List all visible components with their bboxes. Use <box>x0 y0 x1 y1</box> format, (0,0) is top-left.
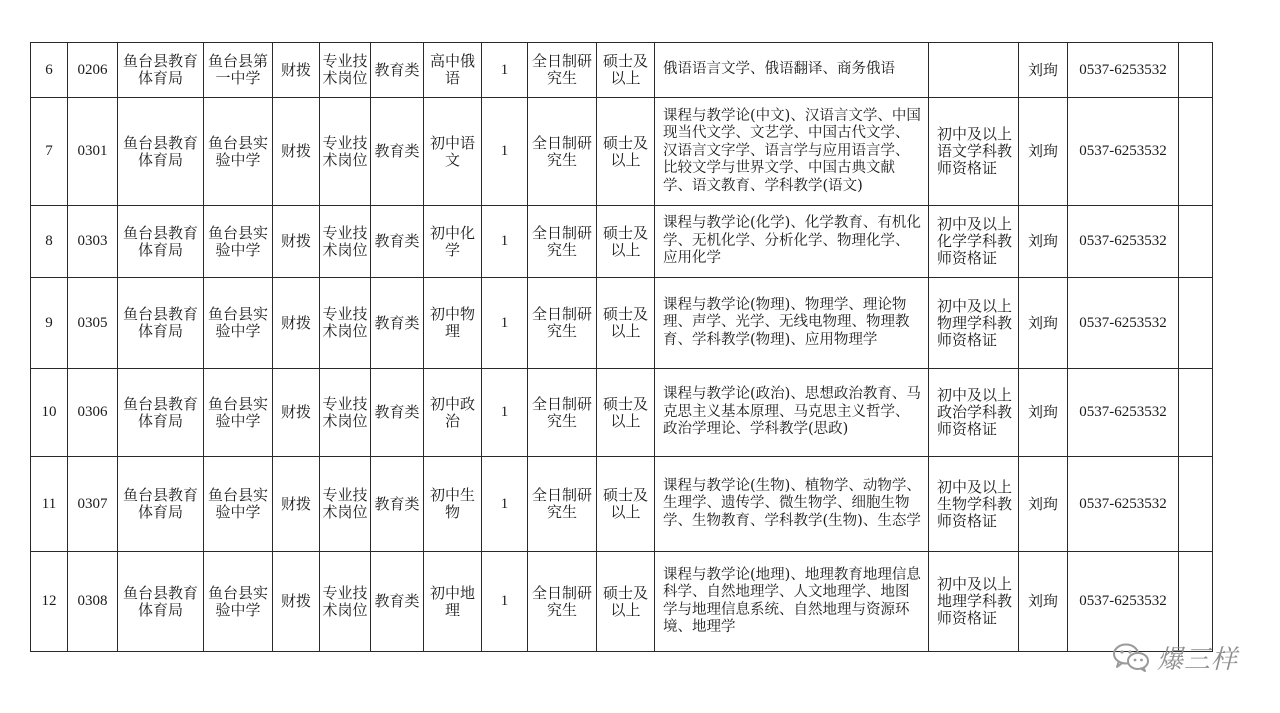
cell-post-category: 专业技术岗位 <box>320 278 371 369</box>
cell-index: 7 <box>31 98 68 206</box>
cell-unit: 鱼台县实验中学 <box>204 278 273 369</box>
cell-contact: 刘珣 <box>1019 457 1068 552</box>
cell-department: 鱼台县教育体育局 <box>118 43 204 98</box>
cell-phone: 0537-6253532 <box>1068 457 1179 552</box>
watermark <box>1111 640 1238 674</box>
cell-note <box>1179 457 1213 552</box>
cell-department: 鱼台县教育体育局 <box>118 369 204 457</box>
cell-note <box>1179 98 1213 206</box>
cell-code: 0305 <box>68 278 118 369</box>
cell-study-mode: 全日制研究生 <box>528 369 597 457</box>
cell-phone: 0537-6253532 <box>1068 98 1179 206</box>
cell-other-requirements: 初中及以上物理学科教师资格证 <box>929 278 1019 369</box>
cell-unit: 鱼台县实验中学 <box>204 552 273 652</box>
cell-funding: 财拨 <box>273 43 320 98</box>
cell-post-type: 教育类 <box>371 206 424 278</box>
cell-study-mode: 全日制研究生 <box>528 552 597 652</box>
cell-note <box>1179 278 1213 369</box>
cell-count: 1 <box>482 552 528 652</box>
cell-funding: 财拨 <box>273 457 320 552</box>
cell-post-type: 教育类 <box>371 457 424 552</box>
cell-index: 8 <box>31 206 68 278</box>
cell-post-category: 专业技术岗位 <box>320 43 371 98</box>
cell-phone: 0537-6253532 <box>1068 552 1179 652</box>
cell-funding: 财拨 <box>273 369 320 457</box>
cell-study-mode: 全日制研究生 <box>528 43 597 98</box>
table-row <box>31 98 1213 206</box>
cell-phone: 0537-6253532 <box>1068 369 1179 457</box>
cell-index: 10 <box>31 369 68 457</box>
cell-department: 鱼台县教育体育局 <box>118 206 204 278</box>
cell-contact: 刘珣 <box>1019 98 1068 206</box>
cell-majors: 课程与教学论(生物)、植物学、动物学、生理学、遗传学、微生物学、细胞生物学、生物教育、学科教学(生物)、生态学 <box>655 457 929 552</box>
cell-count: 1 <box>482 278 528 369</box>
cell-department: 鱼台县教育体育局 <box>118 457 204 552</box>
cell-degree: 硕士及以上 <box>597 552 655 652</box>
cell-post-type: 教育类 <box>371 43 424 98</box>
cell-degree: 硕士及以上 <box>597 43 655 98</box>
cell-study-mode: 全日制研究生 <box>528 457 597 552</box>
cell-study-mode: 全日制研究生 <box>528 206 597 278</box>
cell-post-category: 专业技术岗位 <box>320 552 371 652</box>
cell-majors: 课程与教学论(物理)、物理学、理论物理、声学、光学、无线电物理、物理教育、学科教学(物理)、应用物理学 <box>655 278 929 369</box>
cell-index: 9 <box>31 278 68 369</box>
cell-note <box>1179 552 1213 652</box>
cell-count: 1 <box>482 369 528 457</box>
cell-code: 0307 <box>68 457 118 552</box>
cell-post-type: 教育类 <box>371 369 424 457</box>
cell-unit: 鱼台县实验中学 <box>204 457 273 552</box>
cell-code: 0303 <box>68 206 118 278</box>
cell-degree: 硕士及以上 <box>597 278 655 369</box>
cell-contact: 刘珣 <box>1019 278 1068 369</box>
cell-other-requirements: 初中及以上生物学科教师资格证 <box>929 457 1019 552</box>
cell-unit: 鱼台县第一中学 <box>204 43 273 98</box>
cell-unit: 鱼台县实验中学 <box>204 206 273 278</box>
cell-note <box>1179 206 1213 278</box>
table-body <box>31 43 1213 652</box>
table-row <box>31 278 1213 369</box>
cell-department: 鱼台县教育体育局 <box>118 552 204 652</box>
recruitment-table <box>30 42 1213 652</box>
cell-index: 6 <box>31 43 68 98</box>
cell-code: 0306 <box>68 369 118 457</box>
cell-majors: 课程与教学论(地理)、地理教育地理信息科学、自然地理学、人文地理学、地图学与地理信息系统、自然地理与资源环境、地理学 <box>655 552 929 652</box>
cell-index: 12 <box>31 552 68 652</box>
cell-majors: 俄语语言文学、俄语翻译、商务俄语 <box>655 43 929 98</box>
cell-other-requirements <box>929 43 1019 98</box>
cell-other-requirements: 初中及以上政治学科教师资格证 <box>929 369 1019 457</box>
cell-post-category: 专业技术岗位 <box>320 369 371 457</box>
table-row <box>31 552 1213 652</box>
cell-count: 1 <box>482 98 528 206</box>
cell-department: 鱼台县教育体育局 <box>118 278 204 369</box>
cell-contact: 刘珣 <box>1019 369 1068 457</box>
cell-study-mode: 全日制研究生 <box>528 278 597 369</box>
cell-post-name: 初中化学 <box>424 206 482 278</box>
cell-funding: 财拨 <box>273 278 320 369</box>
wechat-icon <box>1111 642 1151 672</box>
table-row <box>31 457 1213 552</box>
table-row <box>31 206 1213 278</box>
cell-post-category: 专业技术岗位 <box>320 98 371 206</box>
cell-post-name: 初中政治 <box>424 369 482 457</box>
cell-other-requirements: 初中及以上化学学科教师资格证 <box>929 206 1019 278</box>
cell-other-requirements: 初中及以上地理学科教师资格证 <box>929 552 1019 652</box>
cell-funding: 财拨 <box>273 206 320 278</box>
cell-post-name: 高中俄语 <box>424 43 482 98</box>
cell-post-type: 教育类 <box>371 552 424 652</box>
cell-post-name: 初中生物 <box>424 457 482 552</box>
cell-count: 1 <box>482 206 528 278</box>
cell-other-requirements: 初中及以上语文学科教师资格证 <box>929 98 1019 206</box>
cell-department: 鱼台县教育体育局 <box>118 98 204 206</box>
cell-phone: 0537-6253532 <box>1068 206 1179 278</box>
cell-majors: 课程与教学论(化学)、化学教育、有机化学、无机化学、分析化学、物理化学、应用化学 <box>655 206 929 278</box>
watermark-text: 爆三样 <box>1156 644 1238 675</box>
cell-majors: 课程与教学论(中文)、汉语言文学、中国现当代文学、文艺学、中国古代文学、汉语言文字学、语言学与应用语言学、比较文学与世界文学、中国古典文献学、语文教育、学科教学(语文) <box>655 98 929 206</box>
cell-degree: 硕士及以上 <box>597 206 655 278</box>
cell-post-category: 专业技术岗位 <box>320 206 371 278</box>
cell-post-name: 初中地理 <box>424 552 482 652</box>
cell-contact: 刘珣 <box>1019 43 1068 98</box>
cell-post-category: 专业技术岗位 <box>320 457 371 552</box>
cell-code: 0308 <box>68 552 118 652</box>
table-row <box>31 369 1213 457</box>
cell-unit: 鱼台县实验中学 <box>204 98 273 206</box>
cell-funding: 财拨 <box>273 552 320 652</box>
cell-code: 0206 <box>68 43 118 98</box>
cell-count: 1 <box>482 457 528 552</box>
cell-post-name: 初中语文 <box>424 98 482 206</box>
cell-study-mode: 全日制研究生 <box>528 98 597 206</box>
cell-degree: 硕士及以上 <box>597 98 655 206</box>
cell-unit: 鱼台县实验中学 <box>204 369 273 457</box>
cell-contact: 刘珣 <box>1019 552 1068 652</box>
cell-degree: 硕士及以上 <box>597 369 655 457</box>
cell-post-type: 教育类 <box>371 278 424 369</box>
cell-majors: 课程与教学论(政治)、思想政治教育、马克思主义基本原理、马克思主义哲学、政治学理论、学科教学(思政) <box>655 369 929 457</box>
cell-post-name: 初中物理 <box>424 278 482 369</box>
cell-post-type: 教育类 <box>371 98 424 206</box>
cell-phone: 0537-6253532 <box>1068 278 1179 369</box>
cell-note <box>1179 43 1213 98</box>
table-row <box>31 43 1213 98</box>
cell-count: 1 <box>482 43 528 98</box>
cell-funding: 财拨 <box>273 98 320 206</box>
cell-contact: 刘珣 <box>1019 206 1068 278</box>
cell-phone: 0537-6253532 <box>1068 43 1179 98</box>
cell-degree: 硕士及以上 <box>597 457 655 552</box>
cell-code: 0301 <box>68 98 118 206</box>
cell-index: 11 <box>31 457 68 552</box>
cell-note <box>1179 369 1213 457</box>
